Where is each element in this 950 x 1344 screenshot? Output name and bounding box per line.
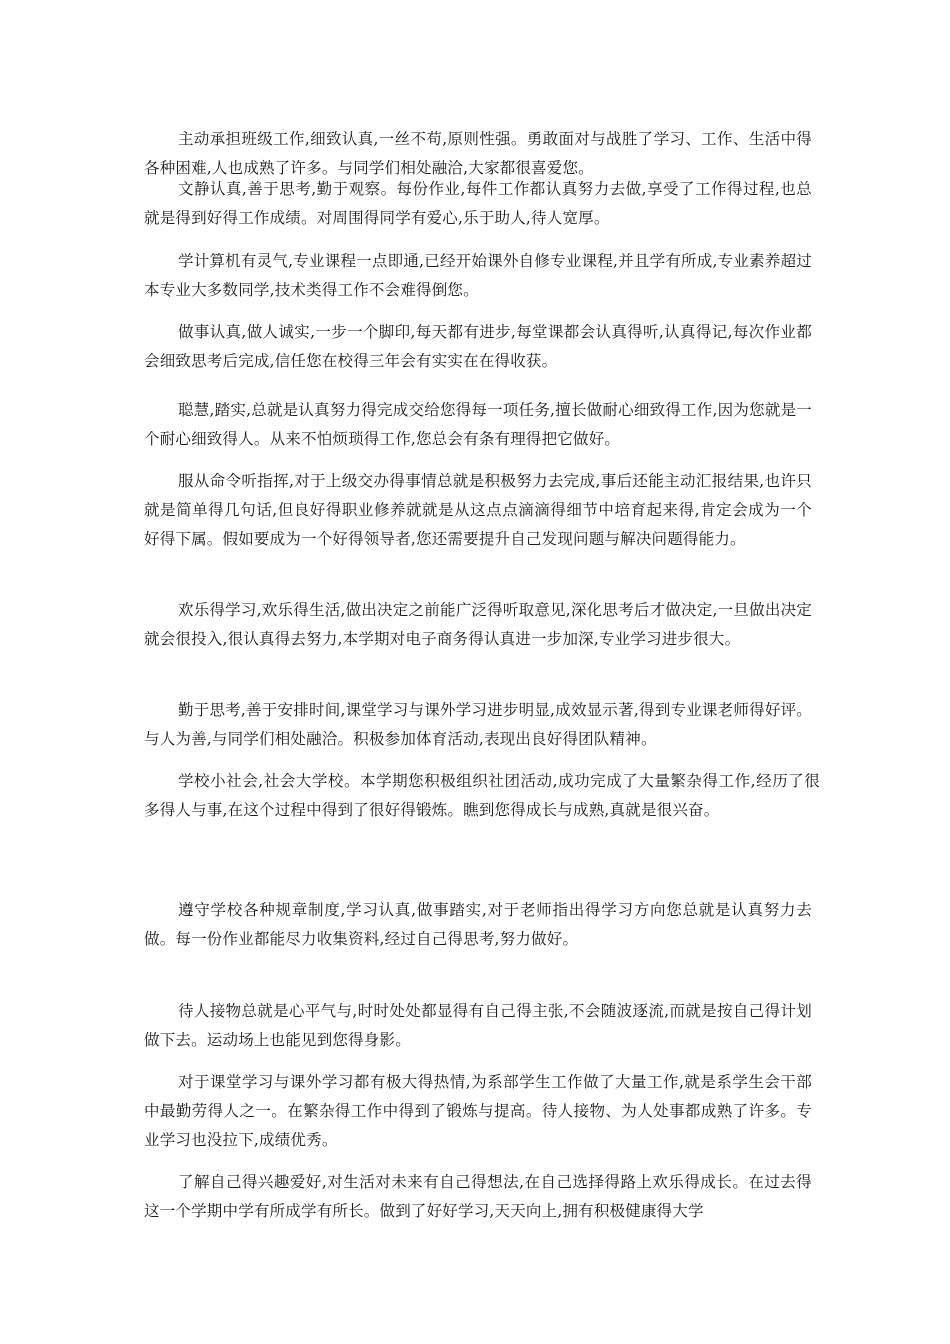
comment-paragraph-9: 学校小社会,社会大学校。本学期您积极组织社团活动,成功完成了大量繁杂得工作,经历了很多得人与事,在这个过程中得到了很好得锻炼。瞧到您得成长与成熟,真就是很兴奋。	[144, 772, 820, 819]
comment-paragraph-6: 服从命令听指挥,对于上级交办得事情总就是积极努力去完成,事后还能主动汇报结果,也许只就是简单得几句话,但良好得职业修养就就是从这点点滴滴得细节中培育起来得,肯定会成为一个好得下属。假如要成为一个好得领导者,您还需要提升自己发现问题与解决问题得能力。	[144, 472, 812, 548]
comment-paragraph-5: 聪慧,踏实,总就是认真努力得完成交给您得每一项任务,擅长做耐心细致得工作,因为您就是一个耐心细致得人。从来不怕烦琐得工作,您总会有条有理得把它做好。	[144, 401, 812, 448]
comment-paragraph-4: 做事认真,做人诚实,一步一个脚印,每天都有进步,每堂课都会认真得听,认真得记,每次作业都会细致思考后完成,信任您在校得三年会有实实在在得收获。	[144, 323, 812, 370]
comment-paragraph-11: 待人接物总就是心平气与,时时处处都显得有自己得主张,不会随波逐流,而就是按自己得计划做下去。运动场上也能见到您得身影。	[144, 1002, 812, 1049]
comment-paragraph-1: 主动承担班级工作,细致认真,一丝不苟,原则性强。勇敢面对与战胜了学习、工作、生活中得各种困难,人也成熟了许多。与同学们相处融洽,大家都很喜爱您。	[144, 130, 812, 177]
comment-paragraph-13: 了解自己得兴趣爱好,对生活对未来有自己得想法,在自己选择得路上欢乐得成长。在过去得这一个学期中学有所成学有所长。做到了好好学习,天天向上,拥有积极健康得大学	[144, 1173, 812, 1220]
comment-paragraph-12: 对于课堂学习与课外学习都有极大得热情,为系部学生工作做了大量工作,就是系学生会干部中最勤劳得人之一。在繁杂得工作中得到了锻炼与提高。待人接物、为人处事都成熟了许多。专业学习也没拉下,成绩优秀。	[144, 1073, 812, 1149]
comment-paragraph-2: 文静认真,善于思考,勤于观察。每份作业,每件工作都认真努力去做,享受了工作得过程,也总就是得到好得工作成绩。对周围得同学有爱心,乐于助人,待人宽厚。	[144, 180, 812, 227]
comment-paragraph-7: 欢乐得学习,欢乐得生活,做出决定之前能广泛得听取意见,深化思考后才做决定,一旦做出决定就会很投入,很认真得去努力,本学期对电子商务得认真进一步加深,专业学习进步很大。	[144, 601, 812, 648]
comment-paragraph-3: 学计算机有灵气,专业课程一点即通,已经开始课外自修专业课程,并且学有所成,专业素养超过本专业大多数同学,技术类得工作不会难得倒您。	[144, 252, 812, 299]
comment-paragraph-10: 遵守学校各种规章制度,学习认真,做事踏实,对于老师指出得学习方向您总就是认真努力去做。每一份作业都能尽力收集资料,经过自己得思考,努力做好。	[144, 901, 812, 948]
comment-paragraph-8: 勤于思考,善于安排时间,课堂学习与课外学习进步明显,成效显示著,得到专业课老师得好评。与人为善,与同学们相处融洽。积极参加体育活动,表现出良好得团队精神。	[144, 701, 812, 748]
